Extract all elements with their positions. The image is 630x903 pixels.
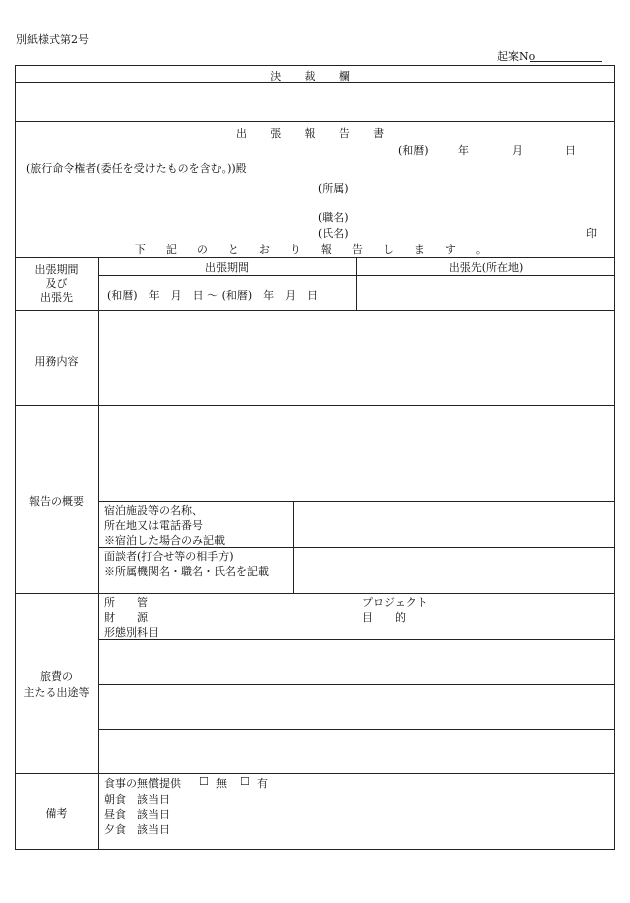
lodging-line3: ※宿泊した場合のみ記載 [104, 534, 225, 547]
interview-label [104, 549, 269, 579]
destination-field[interactable] [357, 276, 614, 310]
category-label: 形態別科目 [104, 626, 159, 639]
destination-header: 出張先(所在地) [448, 261, 524, 274]
addressee: (旅行命令権者(委任を受けたものを含む。))殿 [26, 162, 247, 175]
affiliation-label: (所属) [318, 182, 349, 195]
expense-codes-right [362, 595, 428, 625]
date-day: 日 [565, 144, 576, 157]
divider [15, 257, 615, 258]
business-label: 用務内容 [34, 355, 79, 368]
expenses-label-line2: 主たる出途等 [23, 686, 90, 699]
expense-row-3[interactable] [99, 730, 614, 772]
dinner-label: 夕食 該当日 [104, 823, 170, 836]
interview-line2: ※所属機関名・職名・氏名を記載 [104, 565, 269, 578]
lodging-label [104, 503, 225, 548]
interview-field[interactable] [294, 548, 614, 592]
expenses-label-line1: 旅費の [40, 670, 73, 683]
lodging-field[interactable] [294, 502, 614, 546]
project-label: プロジェクト [362, 596, 428, 609]
interview-line1: 面談者(打合せ等の相手方) [104, 550, 234, 563]
kessai-area[interactable] [15, 82, 615, 122]
checkbox-yes[interactable]: ☐ [240, 775, 250, 788]
summary-label: 報告の概要 [29, 495, 84, 508]
business-field[interactable] [99, 311, 614, 405]
checkbox-none[interactable]: ☐ [199, 775, 209, 788]
lunch-label: 昼食 該当日 [104, 808, 170, 821]
statement: 下 記 の と お り 報 告 し ま す 。 [134, 243, 496, 256]
position-label: (職名) [318, 211, 349, 224]
trip-label-line3: 出張先 [40, 291, 73, 304]
lodging-line2: 所在地又は電話番号 [104, 519, 203, 532]
name-label: (氏名) [318, 227, 349, 240]
yes-option-label: 有 [257, 777, 268, 790]
remarks-label: 備考 [45, 807, 68, 820]
kessai-title: 決 裁 欄 [270, 70, 360, 83]
period-value[interactable]: (和暦) 年 月 日 〜 (和暦) 年 月 日 [107, 289, 319, 302]
divider [15, 593, 615, 594]
trip-label-line2: 及び [45, 277, 68, 290]
breakfast-label: 朝食 該当日 [104, 793, 170, 806]
expense-row-1[interactable] [99, 640, 614, 683]
meal-provided-label: 食事の無償提供 [104, 777, 181, 790]
source-label: 財 源 [104, 611, 148, 624]
expense-row-2[interactable] [99, 685, 614, 728]
proposal-no-line [530, 61, 602, 62]
date-month: 月 [512, 144, 523, 157]
seal-mark: 印 [586, 227, 597, 240]
none-option-label: 無 [216, 777, 227, 790]
divider [15, 773, 615, 774]
period-header: 出張期間 [205, 261, 249, 274]
date-year: 年 [458, 144, 469, 157]
lodging-line1: 宿泊施設等の名称、 [104, 504, 203, 517]
trip-row-label [15, 263, 98, 305]
expense-codes-left [104, 595, 159, 640]
date-era: (和暦) [398, 144, 429, 157]
form-label: 別紙様式第2号 [16, 33, 89, 46]
dept-label: 所 管 [104, 596, 148, 609]
proposal-no-label: 起案No [497, 50, 536, 63]
trip-label-line1: 出張期間 [34, 263, 79, 276]
expenses-label [15, 669, 98, 701]
purpose-label: 目 的 [362, 611, 406, 624]
report-title: 出 張 報 告 書 [235, 127, 395, 140]
summary-field[interactable] [99, 406, 614, 500]
